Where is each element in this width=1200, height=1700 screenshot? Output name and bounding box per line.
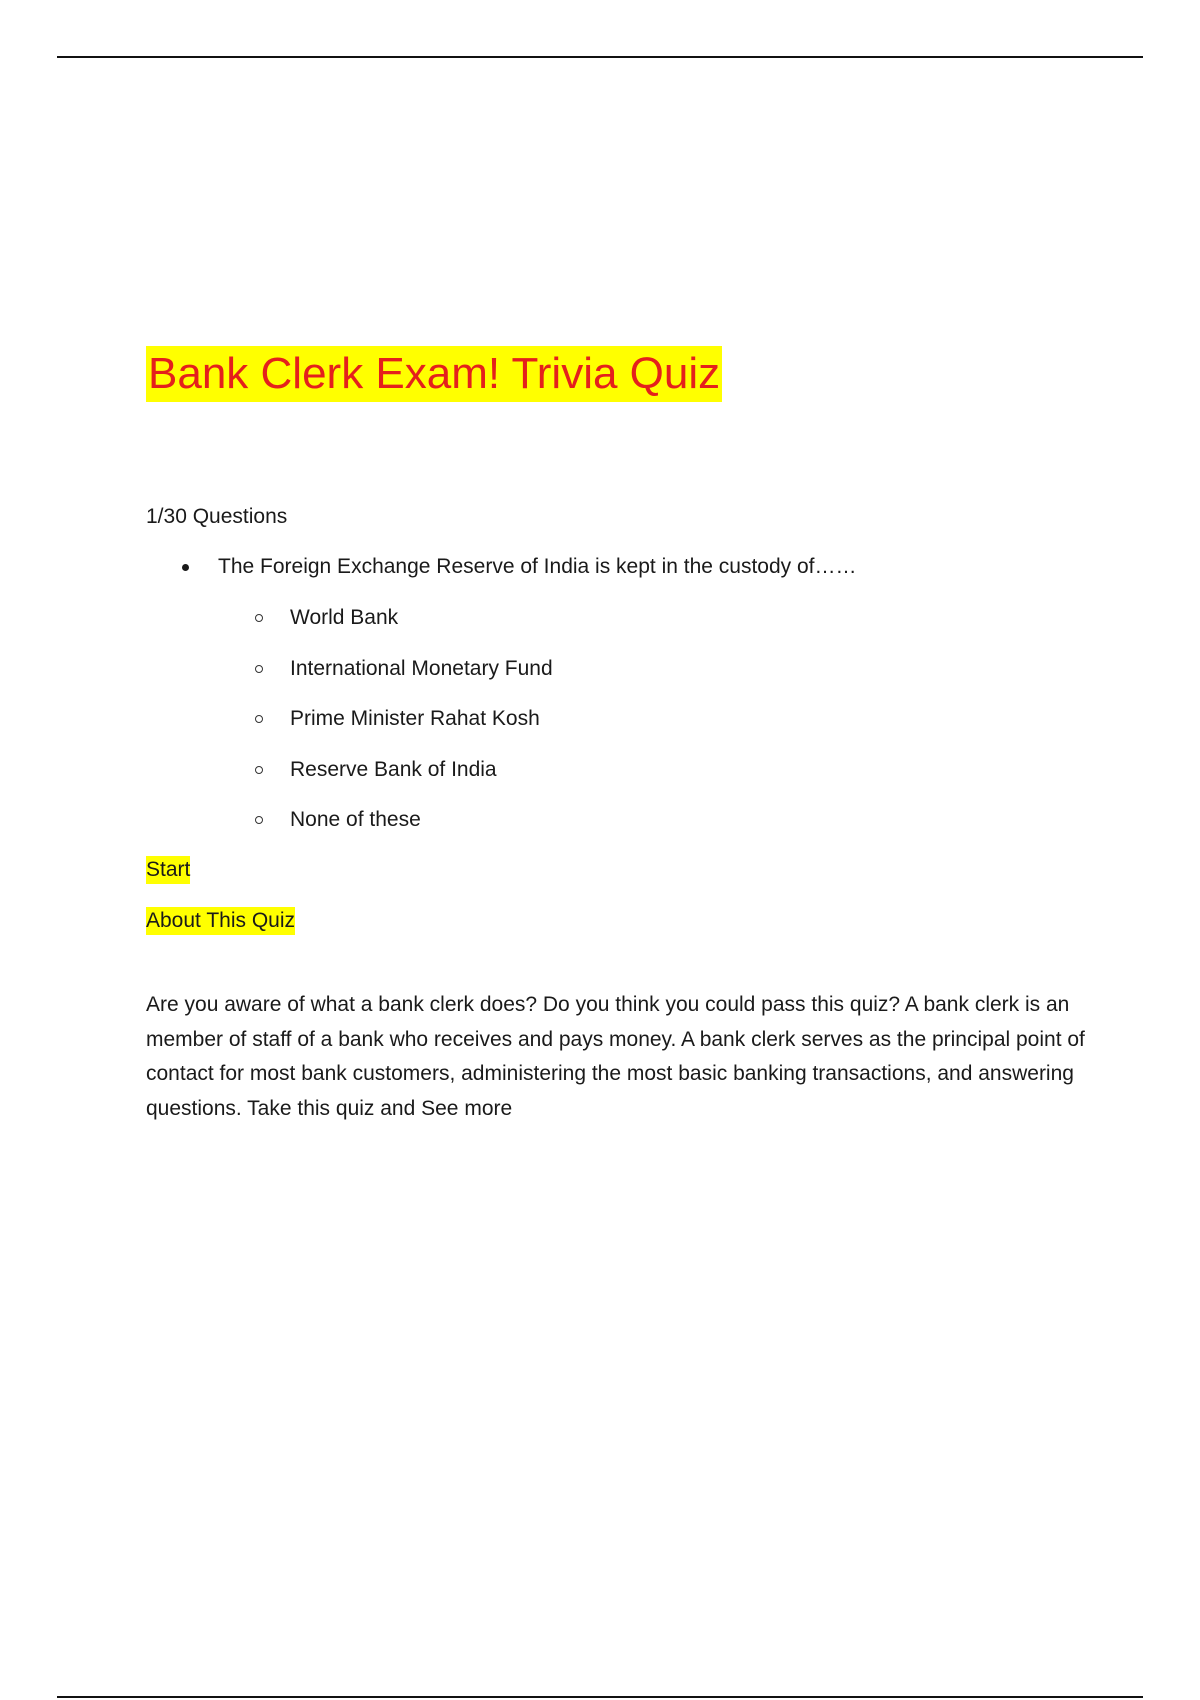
option-pm-rahat-kosh[interactable] <box>146 705 553 756</box>
bullet-icon <box>182 564 189 571</box>
option-label: World Bank <box>290 606 399 629</box>
about-quiz-link[interactable]: About This Quiz <box>146 907 295 935</box>
radio-circle-icon[interactable] <box>255 715 263 723</box>
radio-circle-icon[interactable] <box>255 614 263 622</box>
option-label: Prime Minister Rahat Kosh <box>290 707 540 730</box>
start-link[interactable]: Start <box>146 856 190 884</box>
radio-circle-icon[interactable] <box>255 766 263 774</box>
option-none[interactable] <box>146 806 553 857</box>
option-label: None of these <box>290 808 421 831</box>
question-counter: 1/30 Questions <box>146 505 288 528</box>
option-imf[interactable] <box>146 655 553 706</box>
option-world-bank[interactable] <box>146 604 553 655</box>
question-text: The Foreign Exchange Reserve of India is kept in the custody of…… <box>218 555 857 578</box>
radio-circle-icon[interactable] <box>255 665 263 673</box>
radio-circle-icon[interactable] <box>255 816 263 824</box>
quiz-description: Are you aware of what a bank clerk does? Do you think you could pass this quiz? A bank clerk is an member of staff of a bank who receives and pays money. A bank clerk serves as the principal point of contact for most bank customers, administering the most basic banking transactions, and answering questions. Take this quiz and See more <box>146 993 1085 1120</box>
bottom-rule <box>57 1696 1143 1698</box>
top-rule <box>57 56 1143 58</box>
option-reserve-bank[interactable] <box>146 756 553 807</box>
answer-options <box>146 604 553 857</box>
page-title: Bank Clerk Exam! Trivia Quiz <box>146 346 722 402</box>
option-label: International Monetary Fund <box>290 656 553 680</box>
question-item <box>146 553 857 581</box>
question-list <box>146 553 857 581</box>
option-label: Reserve Bank of India <box>290 757 497 781</box>
